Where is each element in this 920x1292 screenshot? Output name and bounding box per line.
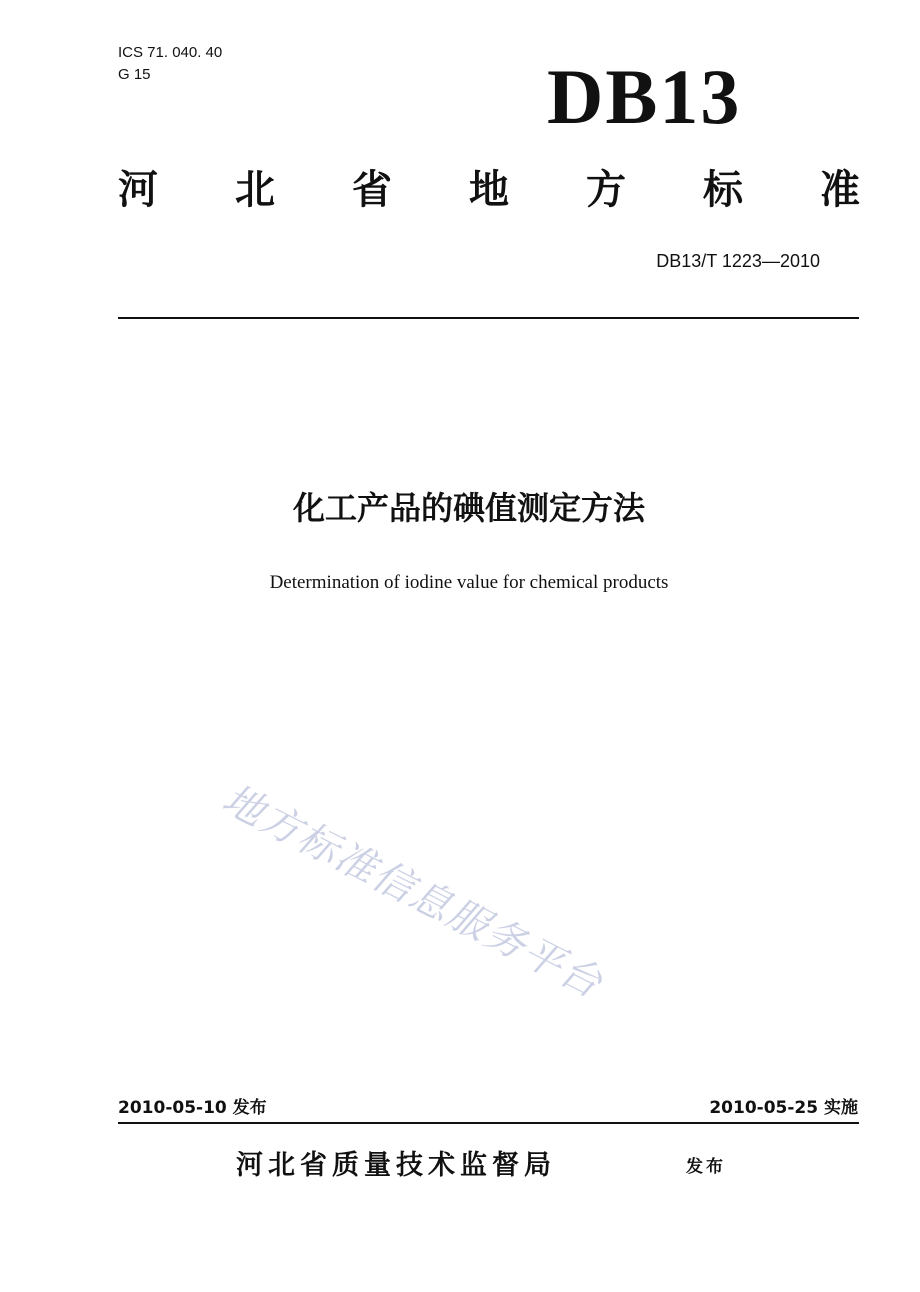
standard-type-char: 地 [469, 167, 509, 213]
title-english: Determination of iodine value for chemical products [269, 572, 669, 593]
standard-type-char: 方 [586, 167, 626, 213]
bottom-divider [118, 1122, 859, 1124]
implementation-date: 2010-05-25 实施 [709, 1098, 858, 1118]
issuer-suffix: 发布 [686, 1157, 726, 1177]
standard-type-char: 准 [820, 167, 860, 213]
standard-type-heading [118, 163, 860, 217]
db-code-logo: DB13 [547, 53, 742, 140]
issuer-name: 河北省质量技术监督局 [236, 1150, 556, 1181]
ics-code: ICS 71. 040. 40 [118, 44, 223, 61]
ccs-code: G 15 [118, 66, 151, 83]
watermark: 地方标准信息服务平台 [215, 776, 611, 1008]
classification-codes [118, 42, 222, 86]
title-chinese: 化工产品的碘值测定方法 [292, 489, 645, 527]
standard-type-char: 标 [703, 167, 743, 213]
standard-type-char: 省 [352, 167, 392, 213]
top-divider [118, 317, 859, 319]
standard-type-char: 北 [235, 167, 275, 213]
issue-date: 2010-05-10 发布 [118, 1098, 267, 1118]
standard-number: DB13/T 1223—2010 [656, 251, 820, 271]
standard-type-char: 河 [118, 167, 158, 213]
